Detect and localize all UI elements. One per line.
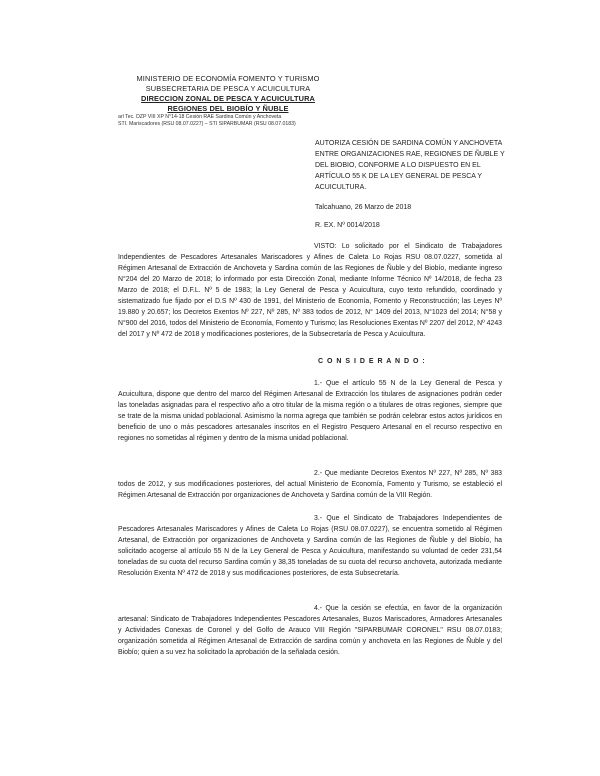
visto-paragraph: VISTO: Lo solicitado por el Sindicato de Trabajadores Independientes de Pescadores Artesanales Mariscadores y Afines de Caleta Lo Rojas RSU 08.07.0227, sometida al Régimen Artesanal de Extracción de Anchoveta y Sardina común de las Regiones de Ñuble y del Biobío, mediante ingreso N°204 del 20 Marzo de 2018; lo informado por esta Dirección Zonal, mediante Informe Técnico Nº 14/2018, de fecha 23 Marzo de 2018; el D.F.L. Nº 5 de 1983; la Ley General de Pesca y Acuicultura, cuyo texto refundido, coordinado y sistematizado fue fijado por el D.S Nº 430 de 1991, del Ministerio de Economía, Fomento y Reconstrucción; las Leyes Nº 19.880 y 20.657; los Decretos Exentos Nº 227, Nº 285, Nº 383 todos de 2012, N° 1409 del 2013, N°1023 del 2014; N°58 y N°900 del 2016, todos del Ministerio de Economía, Fomento y Turismo; las Resoluciones Exentas Nº 2207 del 2012, Nº 4243 del 2017 y Nº 472 de 2018 y modificaciones posteriores, de la Subsecretaría de Pesca y Acuicultura. — [118, 243, 502, 338]
considerando-heading: C O N S I D E R A N D O : — [318, 358, 426, 365]
considerando-paragraph-4: 4.- Que la cesión se efectúa, en favor de la organización artesanal: Sindicato de Trabajadores Independientes Pescadores Artesanales, Buzos Mariscadores, Armadores Artesanales y Actividades Conexas de Coronel y del Golfo de Arauco VIII Región "SIPARBUMAR CORONEL" RSU 08.07.0183; organización sometida al Régimen Artesanal de Extracción de sardina común y anchoveta en las Regiones de Ñuble y del Biobío; quien a su vez ha solicitado la aprobación de la señalada cesión. — [118, 605, 502, 656]
considerando-paragraph-2: 2.- Que mediante Decretos Exentos Nº 227, Nº 285, Nº 383 todos de 2012, y sus modificaciones posteriores, del actual Ministerio de Economía, Fomento y Turismo, se estableció el Régimen Artesanal de Extracción por organizaciones de Anchoveta y Sardina común de la VIII Región. — [118, 470, 502, 499]
considerando-paragraph-3: 3.- Que el Sindicato de Trabajadores Independientes de Pescadores Artesanales Mariscadores y Afines de Caleta Lo Rojas (RSU 08.07.0227), se encuentra sometido al Régimen Artesanal, de Extracción por organizaciones de Anchoveta y Sardina común de las Regiones de Ñuble y del Biobío, ha solicitado acogerse al artículo 55 N de la Ley General de Pesca y Acuicultura, manifestando su voluntad de ceder 231,54 toneladas de su cuota del recurso Sardina común y 38,35 toneladas de su cuota del recurso anchoveta, autorizada mediante Resolución Exenta Nº 472 de 2018 y sus modificaciones posteriores, de esta Subsecretaría. — [118, 515, 502, 577]
city-date: Talcahuano, 26 Marzo de 2018 — [315, 204, 412, 211]
ministry-line: MINISTERIO DE ECONOMÍA FOMENTO Y TURISMO — [136, 74, 320, 83]
letterhead — [118, 74, 338, 128]
regiones-line: REGIONES DEL BIOBÍO Y ÑUBLE — [167, 104, 289, 113]
resolution-number: R. EX. Nº 0014/2018 — [315, 222, 380, 229]
subsecretaria-line: SUBSECRETARIA DE PESCA Y ACUICULTURA — [145, 84, 311, 93]
reference-line-1: arl Tec. DZP VIII XP N°14-18 Cesión RAE Sardina Común y Anchoveta — [118, 114, 282, 120]
reference-line-2: STI. Mariscadores (RSU 08.07.0227) – STI SIPARBUMAR (RSU 08.07.0183) — [118, 121, 296, 127]
resolution-subject: AUTORIZA CESIÓN DE SARDINA COMÚN Y ANCHOVETA ENTRE ORGANIZACIONES RAE, REGIONES DE ÑUBLE Y DEL BIOBIO, CONFORME A LO DISPUESTO EN EL ARTÍCULO 55 K DE LA LEY GENERAL DE PESCA Y ACUICULTURA. — [315, 140, 505, 191]
considerando-paragraph-1: 1.- Que el artículo 55 N de la Ley General de Pesca y Acuicultura, dispone que dentro del marco del Régimen Artesanal de Extracción los titulares de asignaciones podrán ceder las toneladas asignadas para el respectivo año a otro titular de la misma región o a titulares de otras regiones, siempre que se trate de la misma unidad poblacional. Asimismo la norma agrega que también se podrán celebrar estos actos jurídicos en beneficio de uno o más pescadores artesanales inscritos en el Registro Pesquero Artesanal en el recurso respectivo en regiones no sometidas al régimen y dentro de la misma unidad poblacional. — [118, 380, 502, 442]
direccion-line: DIRECCION ZONAL DE PESCA Y ACUICULTURA — [141, 94, 315, 103]
